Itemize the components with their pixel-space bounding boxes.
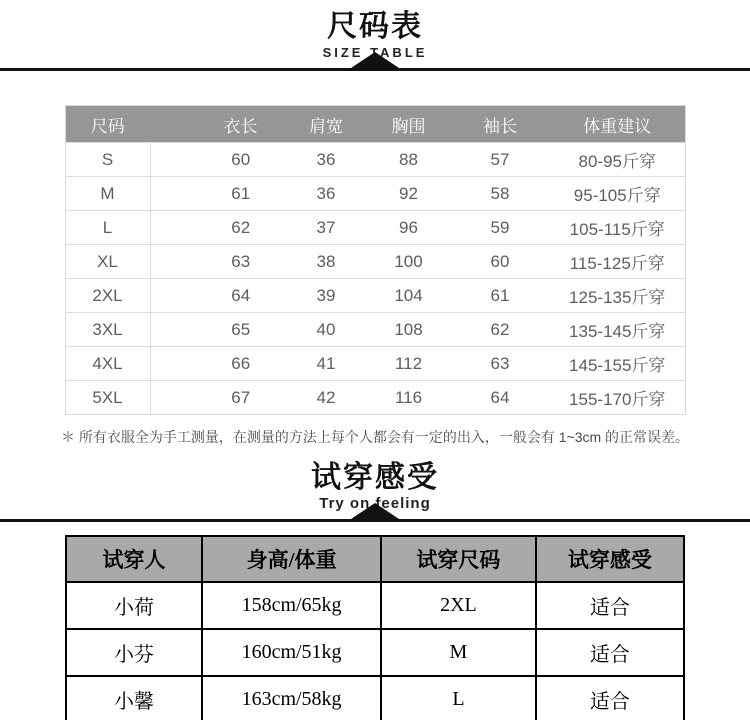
divider-line [0,68,750,71]
size-table [65,105,686,415]
column-header: 胸围 [367,106,450,143]
table-cell: 100 [367,245,450,279]
table-cell: 80-95斤穿 [550,143,685,177]
table-cell: 2XL [65,279,150,313]
column-header: 衣长 [150,106,285,143]
table-cell: 适合 [536,676,684,720]
table-row [65,347,685,381]
table-cell: 64 [450,381,550,415]
table-cell: 小荷 [66,582,202,629]
table-row [65,381,685,415]
table-cell: 112 [367,347,450,381]
table-row [65,279,685,313]
table-cell: 116 [367,381,450,415]
table-cell: 104 [367,279,450,313]
try-on-subtitle: Try on feeling [319,495,431,512]
table-cell: 42 [285,381,367,415]
column-header: 试穿尺码 [381,536,536,582]
table-cell: 小芬 [66,629,202,676]
table-row [65,313,685,347]
try-on-title: 试穿感受 [311,461,439,494]
table-cell: 38 [285,245,367,279]
table-cell: 105-115斤穿 [550,211,685,245]
table-cell: 36 [285,143,367,177]
table-cell: 59 [450,211,550,245]
table-cell: 57 [450,143,550,177]
table-cell: 36 [285,177,367,211]
table-cell: XL [65,245,150,279]
table-row [65,143,685,177]
table-cell: 64 [150,279,285,313]
column-header: 尺码 [65,106,150,143]
table-cell: 61 [150,177,285,211]
table-cell: L [65,211,150,245]
try-on-table [65,535,685,720]
size-table-divider [0,68,750,71]
table-row [66,582,684,629]
table-cell: 39 [285,279,367,313]
header-row [65,106,685,143]
table-cell: 4XL [65,347,150,381]
table-cell: L [381,676,536,720]
try-on-divider [0,519,750,522]
table-cell: 41 [285,347,367,381]
table-cell: 63 [150,245,285,279]
table-cell: 65 [150,313,285,347]
table-cell: 小馨 [66,676,202,720]
table-cell: 62 [450,313,550,347]
table-cell: 2XL [381,582,536,629]
header-row [66,536,684,582]
size-table-subtitle: SIZE TABLE [322,45,428,60]
table-cell: 115-125斤穿 [550,245,685,279]
column-header: 肩宽 [285,106,367,143]
measurement-note: ＊ 所有衣服全为手工测量，在测量的方法上每个人都会有一定的出入，一般会有 1~3cm 的正常误差。 [60,429,690,445]
table-cell: 96 [367,211,450,245]
divider-line [0,519,750,522]
table-cell: 37 [285,211,367,245]
table-cell: 62 [150,211,285,245]
table-cell: 61 [450,279,550,313]
column-header: 体重建议 [550,106,685,143]
table-cell: 95-105斤穿 [550,177,685,211]
table-row [66,629,684,676]
column-header: 袖长 [450,106,550,143]
table-cell: 63 [450,347,550,381]
triangle-up-icon [351,503,399,519]
table-cell: 58 [450,177,550,211]
table-cell: 适合 [536,629,684,676]
size-table-title: 尺码表 [327,10,423,43]
table-cell: 158cm/65kg [202,582,381,629]
table-row [66,676,684,720]
triangle-up-icon [351,52,399,68]
table-cell: 适合 [536,582,684,629]
size-table-section-header [0,0,750,71]
table-cell: 145-155斤穿 [550,347,685,381]
column-header: 试穿感受 [536,536,684,582]
table-cell: S [65,143,150,177]
table-cell: 40 [285,313,367,347]
table-row [65,177,685,211]
table-cell: 135-145斤穿 [550,313,685,347]
table-cell: M [381,629,536,676]
try-on-section-header [0,447,750,522]
table-cell: 108 [367,313,450,347]
table-cell: 155-170斤穿 [550,381,685,415]
table-cell: 88 [367,143,450,177]
table-cell: 3XL [65,313,150,347]
column-header: 试穿人 [66,536,202,582]
table-cell: 60 [150,143,285,177]
table-cell: 60 [450,245,550,279]
table-cell: 66 [150,347,285,381]
table-cell: 5XL [65,381,150,415]
table-cell: M [65,177,150,211]
table-cell: 92 [367,177,450,211]
table-row [65,245,685,279]
table-cell: 160cm/51kg [202,629,381,676]
table-cell: 125-135斤穿 [550,279,685,313]
column-header: 身高/体重 [202,536,381,582]
table-cell: 67 [150,381,285,415]
table-cell: 163cm/58kg [202,676,381,720]
table-row [65,211,685,245]
